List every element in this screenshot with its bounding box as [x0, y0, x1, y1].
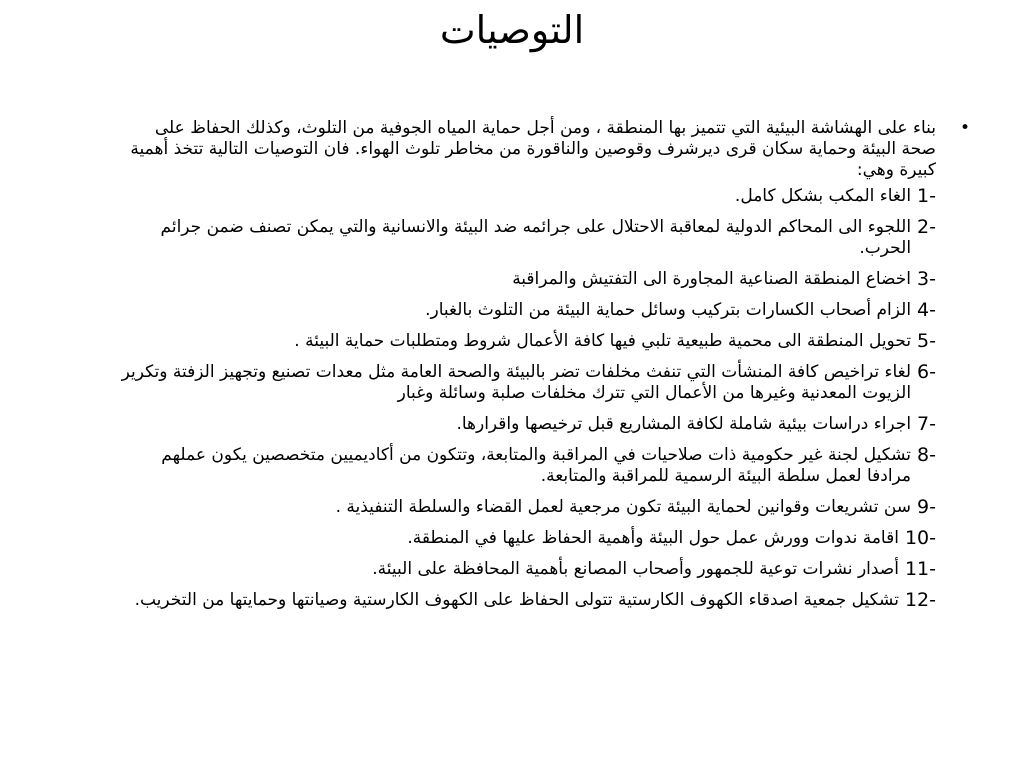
recommendation-number: 5- — [917, 330, 936, 352]
slide-title: التوصيات — [439, 8, 585, 52]
recommendation-item — [116, 269, 936, 290]
recommendation-text: أصدار نشرات توعية للجمهور وأصحاب المصانع بأهمية المحافظة على البيئة. — [372, 559, 899, 579]
recommendation-text: الزام أصحاب الكسارات بتركيب وسائل حماية البيئة من التلوث بالغبار. — [425, 300, 912, 320]
intro-paragraph — [116, 118, 970, 181]
bullet-icon: • — [959, 118, 970, 138]
recommendation-number: 3- — [917, 268, 936, 290]
recommendation-number: 10- — [904, 527, 936, 549]
recommendation-item — [116, 445, 936, 487]
recommendation-item — [116, 362, 936, 404]
recommendation-item — [116, 528, 936, 549]
recommendation-text: اقامة ندوات وورش عمل حول البيئة وأهمية الحفاظ عليها في المنطقة. — [407, 528, 899, 548]
slide-body — [116, 118, 970, 621]
recommendation-number: 9- — [917, 496, 936, 518]
recommendation-item — [116, 331, 936, 352]
recommendation-item — [116, 217, 936, 259]
recommendation-item — [116, 590, 936, 611]
recommendation-text: اللجوء الى المحاكم الدولية لمعاقبة الاحتلال على جرائمه ضد البيئة والانسانية والتي يمكن تصنف ضمن جرائم الحرب. — [160, 217, 912, 258]
recommendation-text: الغاء المكب بشكل كامل. — [734, 186, 912, 206]
recommendation-text: تشكيل لجنة غير حكومية ذات صلاحيات في المراقبة والمتابعة، وتتكون من أكاديميين متخصصين يكون عملهم مرادفا لعمل سلطة البيئة الرسمية للمراقبة والمتابعة. — [161, 445, 912, 486]
recommendation-item — [116, 414, 936, 435]
recommendation-text: لغاء تراخيص كافة المنشأت التي تنفث مخلفات تضر بالبيئة والصحة العامة مثل معدات تصنيع وتجهيز الزفتة وتكرير الزيوت المعدنية وغيرها من الأعمال التي تترك مخلفات صلبة وسائلة وغبار — [121, 362, 912, 403]
recommendation-item — [116, 559, 936, 580]
recommendation-text: سن تشريعات وقوانين لحماية البيئة تكون مرجعية لعمل القضاء والسلطة التنفيذية . — [335, 497, 912, 517]
recommendation-number: 1- — [917, 185, 936, 207]
recommendation-number: 4- — [917, 299, 936, 321]
recommendation-item — [116, 300, 936, 321]
recommendation-item — [116, 497, 936, 518]
recommendation-number: 11- — [904, 558, 936, 580]
recommendation-number: 7- — [917, 413, 936, 435]
recommendation-number: 8- — [917, 444, 936, 466]
recommendation-item — [116, 186, 936, 207]
recommendation-number: 6- — [917, 361, 936, 383]
recommendation-number: 12- — [904, 589, 936, 611]
recommendation-text: اخضاع المنطقة الصناعية المجاورة الى التفتيش والمراقبة — [512, 269, 912, 289]
recommendation-number: 2- — [917, 216, 936, 238]
intro-text: بناء على الهشاشة البيئية التي تتميز بها المنطقة ، ومن أجل حماية المياه الجوفية من التلوث، وكذلك الحفاظ على صحة البيئة وحماية سكان قرى ديرشرف وقوصين والناقورة من مخاطر تلوث الهواء. فان التوصيات التالية تتخذ أهمية كبيرة وهي: — [130, 118, 936, 180]
recommendation-text: تشكيل جمعية اصدقاء الكهوف الكارستية تتولى الحفاظ على الكهوف الكارستية وصيانتها وحمايتها من التخريب. — [134, 590, 899, 610]
recommendation-text: اجراء دراسات بيئية شاملة لكافة المشاريع قبل ترخيصها واقرارها. — [456, 414, 912, 434]
recommendation-text: تحويل المنطقة الى محمية طبيعية تلبي فيها كافة الأعمال شروط ومتطلبات حماية البيئة . — [294, 331, 912, 351]
